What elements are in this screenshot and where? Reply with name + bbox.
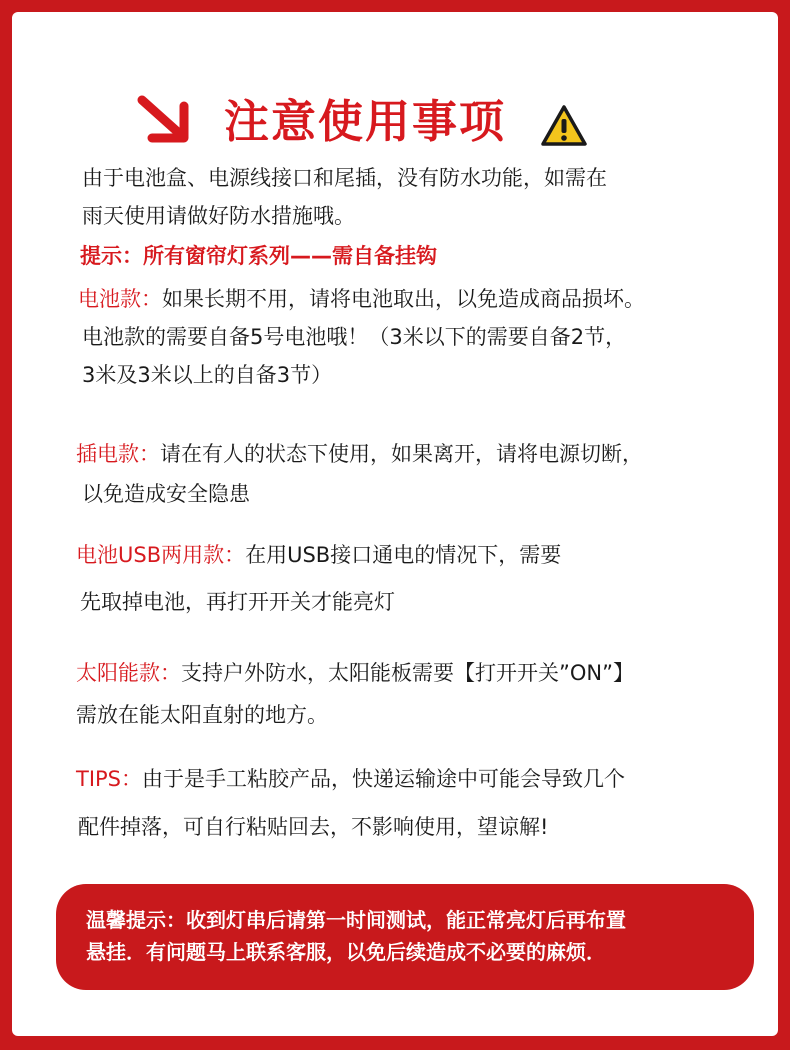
- plug-line-1: [76, 439, 643, 469]
- reminder-banner: [56, 884, 754, 990]
- battery-line-1: [78, 284, 645, 314]
- header: [12, 92, 778, 162]
- usb-line-2: 先取掉电池，再打开开关才能亮灯: [80, 590, 395, 614]
- usb-line-1: [76, 540, 561, 570]
- plug-label: 插电款：: [76, 442, 160, 466]
- tip-label: 提示：: [80, 244, 143, 268]
- tip-text: 所有窗帘灯系列——需自备挂钩: [143, 244, 437, 268]
- usb-label: 电池USB两用款：: [76, 543, 246, 567]
- usb-text: 在用USB接口通电的情况下，需要: [245, 543, 562, 567]
- solar-text: 支持户外防水，太阳能板需要【打开开关”ON”】: [181, 661, 634, 685]
- solar-line-1: [76, 658, 634, 688]
- page-title: 注意使用事项: [224, 95, 507, 148]
- plug-line-2: 以免造成安全隐患: [82, 482, 250, 506]
- tips-label: TIPS：: [76, 767, 143, 791]
- content-card: [12, 12, 778, 1036]
- battery-line-2: 电池款的需要自备5号电池哦！（3米以下的需要自备2节，: [82, 325, 627, 349]
- solar-label: 太阳能款：: [76, 661, 181, 685]
- tip-line: [80, 241, 437, 271]
- solar-line-2: 需放在能太阳直射的地方。: [76, 703, 328, 727]
- battery-line-3: 3米及3米以上的自备3节）: [82, 363, 333, 387]
- reminder-line-1: 温馨提示：收到灯串后请第一时间测试，能正常亮灯后再布置: [86, 908, 626, 932]
- intro-line-1: 由于电池盒、电源线接口和尾插，没有防水功能，如需在: [82, 166, 607, 190]
- tips-line-2: 配件掉落，可自行粘贴回去，不影响使用，望谅解!: [78, 815, 549, 839]
- tips-line-1: [76, 764, 625, 794]
- intro-line-2: 雨天使用请做好防水措施哦。: [82, 204, 355, 228]
- warning-icon: [540, 104, 588, 148]
- plug-text: 请在有人的状态下使用，如果离开，请将电源切断，: [160, 442, 643, 466]
- arrow-down-right-icon: [136, 94, 196, 146]
- battery-text: 如果长期不用，请将电池取出，以免造成商品损坏。: [162, 287, 645, 311]
- reminder-line-2: 悬挂．有问题马上联系客服，以免后续造成不必要的麻烦．: [86, 940, 606, 964]
- battery-label: 电池款：: [78, 287, 162, 311]
- tips-text: 由于是手工粘胶产品，快递运输途中可能会导致几个: [142, 767, 626, 791]
